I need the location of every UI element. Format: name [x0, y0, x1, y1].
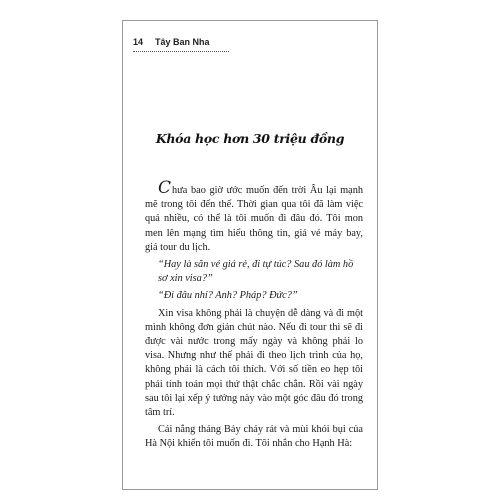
paragraph-1-text: hưa bao giờ ước muốn đến trời Âu lại mạnh mẽ trong tôi đến thế. Thời gian qua tôi đã làm việc quá nhiều, có thể là tôi muốn đi đâu đó. Tôi mon men lên mạng tìm hiểu thông tin, giá vé máy bay, giá tour du lịch.	[145, 185, 363, 253]
paragraph-2: Xin visa không phải là chuyện dễ dàng và đi một mình không đơn giản chút nào. Nếu đi tour thì sẽ đi được vài nước trong mấy ngày và không phải lo visa. Nhưng như thế phải đi theo lịch trình của họ, không phải là cách tôi thích. Với số tiền eo hẹp tôi phải tính toán mọi thứ thật chắc chắn. Rồi vài ngày sau tôi lại xếp ý tưởng này vào một góc đâu đó trong tâm trí.	[145, 307, 363, 419]
paragraph-3: Cái nắng tháng Bảy chảy rát và mùi khói bụi của Hà Nội khiến tôi muốn đi. Tôi nhắn cho Hạnh Hà:	[145, 424, 363, 450]
header-dotted-rule	[133, 51, 229, 52]
quote-1: “Hay là săn vé giá rẻ, đi tự túc? Sau đó làm hồ sơ xin visa?”	[158, 259, 354, 285]
quote-2: “Đi đâu nhỉ? Anh? Pháp? Đức?”	[158, 290, 298, 302]
chapter-title: Khóa học hơn 30 triệu đồng	[155, 131, 345, 146]
paragraph-1	[145, 178, 363, 255]
body-text	[145, 178, 363, 455]
running-header	[133, 35, 210, 49]
drop-cap: C	[158, 178, 172, 198]
page-number: 14	[133, 37, 144, 47]
book-page	[122, 20, 378, 490]
book-title: Tây Ban Nha	[155, 37, 210, 47]
